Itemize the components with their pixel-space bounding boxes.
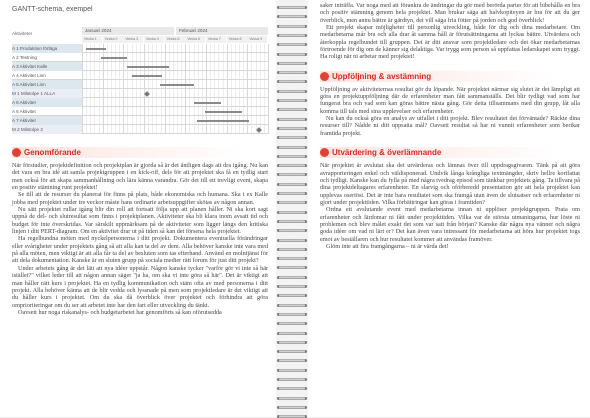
binding-ring	[279, 285, 305, 288]
binding-ring	[279, 248, 305, 251]
gantt-row	[12, 44, 268, 53]
gantt-month-1: Januari 2024	[82, 27, 174, 35]
paragraph: Ha regelbundna möten med nyckelpersonerna i ditt projekt. Dokumentera eventuella förändringar eller svårigheter under projektets gång så att alla kan ta del av dem. Alla behöver kanske inte vara med på alla möten, men viktigt är att alla får ta del av besluten som tas efterhand. Använd en molntjänst för att dela dokumentation. Kanske är en sluten grupp på sociala medier rätt forum för just ditt projekt?	[12, 235, 268, 265]
binding-ring	[279, 220, 305, 223]
gantt-activities-header: Aktiviteter	[12, 31, 33, 36]
gantt-week-label: Vecka 9	[247, 36, 267, 43]
gantt-row-label: A 7 Aktivitet	[12, 116, 82, 125]
gantt-week-label: Vecka 5	[165, 36, 185, 43]
gantt-row	[12, 80, 268, 89]
binding-ring	[279, 71, 305, 74]
section-bullet-icon	[320, 72, 329, 81]
left-page	[0, 0, 276, 417]
gantt-row-label: M 1 Milstolpe 1 ALLA	[12, 89, 82, 98]
binding-ring	[279, 313, 305, 316]
binding-ring	[279, 43, 305, 46]
binding-ring	[279, 53, 305, 56]
spiral-binding	[276, 0, 308, 417]
binding-ring	[279, 294, 305, 297]
binding-ring	[279, 369, 305, 372]
binding-ring	[279, 341, 305, 344]
paragraph: När förstudier, projektdefinition och projektplan är gjorda så är det äntligen dags att dra igång. Nu kan det vara en bra idé att samla projektgruppen i en kick-off, dels för att projektet ska få en tydlig start men också för att skapa sammanhållning och lära känna varandra. Gör det till ett trevligt event, skapa en positiv stämning runt projektet!	[12, 162, 268, 192]
gantt-row-label: A 3 Aktivitet Kalle	[12, 62, 82, 71]
gantt-month-2: Februari 2024	[176, 27, 268, 35]
right-intro-text	[320, 2, 580, 61]
section3-body-text	[320, 162, 580, 250]
binding-ring	[279, 192, 305, 195]
section-bullet-icon	[12, 148, 21, 157]
binding-ring	[279, 34, 305, 37]
gantt-row-label: A 5 Aktivitet Linn	[12, 80, 82, 89]
binding-ring	[279, 164, 305, 167]
binding-ring	[279, 99, 305, 102]
gantt-week-label: Vecka 2	[103, 36, 123, 43]
binding-ring	[279, 387, 305, 390]
binding-ring	[279, 155, 305, 158]
gantt-row	[12, 107, 268, 116]
gantt-row-label: A 1 Produktion förläga	[12, 44, 82, 53]
binding-ring	[279, 183, 305, 186]
binding-ring	[279, 127, 305, 130]
left-body-text	[12, 162, 268, 316]
gantt-row-label: A 6 Aktivitet	[12, 109, 36, 114]
gantt-row-label: A 6 Aktivitet	[12, 98, 82, 107]
gantt-row	[12, 53, 268, 62]
gantt-week-label: Vecka 7	[206, 36, 226, 43]
binding-ring	[279, 257, 305, 260]
gantt-week-label: Vecka 4	[144, 36, 164, 43]
gantt-bar	[127, 66, 170, 68]
binding-ring	[279, 62, 305, 65]
binding-ring	[279, 90, 305, 93]
gantt-chart	[12, 15, 268, 141]
gantt-row	[12, 71, 268, 80]
paragraph: Ett projekt skapar möjligheter till personlig utveckling, både för dig och dina medarbetare. Om medarbetarna mår bra och alla drar åt samma håll är förutsättningarna att lyckas bättre. Utvärdera och återkoppla regelbundet till gruppen. Det är ditt ansvar som projektledare och det ökar medarbetarnas förtroende för dig om de känner sig delaktiga. Var trygg som person så uppfattas ledarskapet som tryggt. Ha roligt när ni arbetar med projektet!	[320, 24, 580, 61]
gantt-bar	[101, 57, 127, 59]
gantt-bar	[194, 102, 222, 104]
paragraph: saker inträffa. Var noga med att förankra de ändringar du gör med berörda parter för att bibehålla en bra och positiv stämning genom hela projektet. Man brukar säga att halvkopiteyen är bra för att du ger överblick, men annu bättre är gärdtyn, det vill säga fria fötter på jorden och god överblick!	[320, 2, 580, 24]
binding-ring	[279, 173, 305, 176]
gantt-bar	[197, 120, 249, 122]
paragraph: Nu kan du också göra en analys av utfallet i ditt projekt. Blev resultatet det förväntade? Räckte dina resurser till? Nådde ni ditt uppsatta mål? Oavsett resultat så har ni vunnit erfarenheter som berikar framtida projekt.	[320, 115, 580, 137]
gantt-bar	[205, 111, 242, 113]
paragraph: Oavsett hur noga riskanalys- och budgetarbetet har genomförts så kan oförutsedda	[18, 308, 222, 316]
paragraph: Uppföljning av aktiviteternas resultat gör du löpande. När projektet närmar sig slutet är det lämpligt att göra en projektuppföljning där de erfarenheter man fått sammanställs. Det blir tydligt vad som har fungerat bra och vad som kan göras bättre nästa gång. Gör detta tillsammans med din grupp, låt alla komma till tals med sina upplevelser och erfarenheter.	[320, 85, 580, 115]
gantt-milestone	[144, 91, 150, 97]
binding-ring	[279, 118, 305, 121]
binding-ring	[279, 211, 305, 214]
gantt-row-label: A 2 Testning	[12, 55, 37, 60]
paragraph: Glöm inte att fira framgångarna – ni är värda det!	[326, 242, 449, 250]
gantt-row-label: A 4 Aktivitet Linn	[12, 73, 46, 78]
binding-ring	[279, 146, 305, 149]
gantt-week-label: Vecka 8	[227, 36, 247, 43]
binding-ring	[279, 136, 305, 139]
binding-ring	[279, 332, 305, 335]
gantt-bar	[86, 48, 106, 50]
paragraph: Ordna ett avslutande event med medarbetarna innan ni upplöser projektgruppen. Prata om erfarenheter och lärdomar ni fått under projekttiden. Vilka var de största utmaningarna, hur löste ni problemen och blev målet exakt det som var satt från början? Kanske där några nya vänner och några goda idéer om vad ni lärt er? Det kan även vara intressant för medarbetarna att höra hur projektet togs emot av beställaren och hur resultatet kommer att användas framöver.	[320, 206, 580, 243]
section-heading-utvardering: Utvärdering & överlämnande	[320, 147, 580, 158]
gantt-week-label: Vecka 6	[185, 36, 205, 43]
binding-ring	[279, 378, 305, 381]
gantt-bar	[132, 75, 162, 77]
gantt-title: GANTT-schema, exempel	[12, 6, 93, 13]
binding-ring	[279, 322, 305, 325]
gantt-milestone	[256, 127, 262, 133]
binding-ring	[279, 359, 305, 362]
gantt-bar	[160, 84, 193, 86]
gantt-week-label: Vecka 1	[82, 36, 102, 43]
binding-ring	[279, 266, 305, 269]
paragraph: Se till att de resurser du planerat för finns på plats, både ekonomiska och humana. Ska t ex Kalle jobba med projektet under tre veckor måste hans ordinarie arbetsuppgifter skötas av någon annan.	[12, 191, 268, 206]
binding-ring	[279, 304, 305, 307]
right-page	[308, 0, 590, 417]
paragraph: Under arbetets gång är det lätt att nya idéer uppstår. Någon kanske tycker "varför gör vi inte så här istället?" vilket leder till att någon annan säger "ja ha, om ska vi inte göra så här". Det är viktigt att man håller rätt kurs i projektet. Ha en tydlig kommunikation och stäm ofta av med personerna i ditt projekt. Alla behöver känna att de blir vedda och lyssnade på men som projektledare är det viktigt att du håller kurs i projektet. Om du ska då överblick över projektet och förhindra att göra omprioriteringar om du ser att arbetet inte har den fart eller utveckling du tänkt.	[12, 264, 268, 309]
binding-ring	[279, 15, 305, 18]
section-heading-genomforande: Genomförande	[12, 147, 268, 158]
binding-ring	[279, 350, 305, 353]
paragraph: När projektet är avslutat ska det utvärderas och lämnas över till uppdragsgivaren. Tänk på att göra avrapporteringen enkel och väldisponerad. Undvik långa krångliga textmängder, skriv hellre kortfattat och tydligt. Kanske kan du fylla på med några tvedrag episod som tänkbar projektets gång. Ta tillvara på dina projektdeltagares erfarenheter. En slarvig och oförberedd presentation gör att hela projektet kan upplevas oseriöst. Det är inte bara resultatet som ska framgå utan även de slutsatser och erfarenheter ni gjort under projekttiden. Vilka förbättringar kan göras i framtiden?	[320, 162, 580, 206]
gantt-row	[12, 62, 268, 71]
section-heading-uppfoljning: Uppföljning & avstämning	[320, 71, 580, 82]
binding-ring	[279, 397, 305, 400]
binding-ring	[279, 229, 305, 232]
binding-ring	[279, 25, 305, 28]
binding-ring	[279, 276, 305, 279]
gantt-row-label: M 2 Milstolpe 2	[12, 125, 82, 134]
section2-body-text	[320, 86, 580, 137]
gantt-row	[12, 98, 268, 107]
binding-ring	[279, 201, 305, 204]
gantt-row	[12, 89, 268, 98]
gantt-row	[12, 125, 268, 134]
binding-ring	[279, 406, 305, 409]
gantt-row	[12, 116, 268, 125]
binding-ring	[279, 6, 305, 9]
binding-ring	[279, 108, 305, 111]
paragraph: Nu sätt projektet rullar igång blir din roll att fortsatt följa upp att planen håller. Ni ska kort sagt uppnå de del- och slutresultat som finns i projektplanen. Aktiviteter ska bli klara inom avsatt tid och budget för inte överskridas. Var särskilt uppmärksam på de aktiviteter som ligger längs den kritiska linjen i ditt PERT-diagram. Om en aktivitet drar ut på tiden så kan det försena hela projektet.	[12, 206, 268, 236]
binding-ring	[279, 80, 305, 83]
gantt-week-label: Vecka 3	[123, 36, 143, 43]
binding-ring	[279, 239, 305, 242]
gantt-gridline	[268, 44, 269, 134]
